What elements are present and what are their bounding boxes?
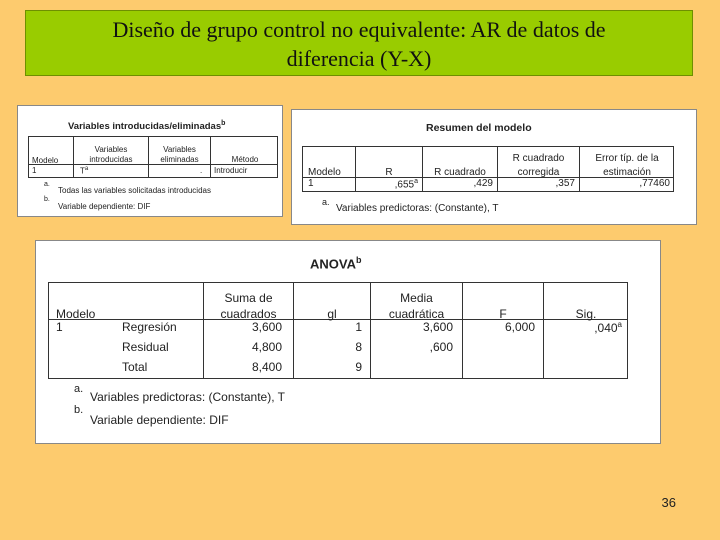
summary-header-err2: estimación — [603, 167, 651, 178]
summary-header-r2c1: R cuadrado — [512, 153, 565, 164]
summary-header-modelo: Modelo — [308, 167, 341, 178]
variables-title-text: Variables introducidas/eliminadas — [68, 121, 222, 133]
summary-row-r-value: ,655 — [394, 179, 415, 191]
variables-header-intro1: Variables — [94, 145, 128, 154]
anova-row-ms: 3,600 — [422, 320, 453, 334]
anova-header-f: F — [499, 307, 507, 321]
variables-note-a-text: Todas las variables solicitadas introducidas — [58, 186, 211, 195]
variables-note-a-mark: a. — [44, 181, 50, 188]
page-number: 36 — [661, 495, 676, 510]
variables-header-elim1: Variables — [163, 145, 196, 154]
variables-row-elim: . — [200, 166, 203, 175]
anova-row-ms: ,600 — [429, 340, 453, 354]
anova-row-ss: 3,600 — [251, 320, 282, 334]
anova-note-a-mark: a. — [74, 383, 84, 395]
variables-header-modelo: Modelo — [32, 156, 59, 165]
anova-row-gl: 8 — [355, 340, 362, 354]
anova-row-sig-value: ,040 — [594, 321, 618, 335]
anova-row-gl: 9 — [355, 360, 362, 374]
summary-panel — [291, 109, 697, 225]
slide-title-line2: diferencia (Y-X) — [286, 46, 432, 71]
variables-title — [68, 120, 225, 132]
anova-header-gl: gl — [327, 307, 337, 321]
variables-col-sep-2 — [148, 136, 149, 178]
anova-header-modelo: Modelo — [56, 307, 96, 321]
summary-header-r2: R cuadrado — [434, 167, 486, 178]
variables-col-sep-1 — [73, 136, 74, 178]
variables-row-modelo: 1 — [32, 166, 37, 175]
variables-note-b-mark: b. — [44, 196, 50, 203]
anova-title-text: ANOVA — [310, 256, 356, 272]
anova-header-ms2: cuadrática — [388, 307, 445, 321]
anova-note-b-mark: b. — [74, 404, 84, 416]
summary-header-r: R — [385, 167, 393, 178]
anova-model-number: 1 — [56, 320, 63, 334]
anova-row-ss: 8,400 — [251, 360, 282, 374]
summary-row-modelo: 1 — [308, 178, 314, 189]
summary-row-r2c: ,357 — [555, 178, 575, 189]
variables-header-line — [28, 164, 278, 165]
anova-panel — [35, 240, 661, 444]
anova-header-ss1: Suma de — [224, 291, 273, 305]
anova-header-ss2: cuadrados — [220, 307, 277, 321]
anova-note-a-text: Variables predictoras: (Constante), T — [90, 390, 285, 404]
summary-title: Resumen del modelo — [426, 122, 532, 134]
summary-row-r2: ,429 — [473, 178, 493, 189]
variables-row-intro-sup: a — [84, 166, 89, 172]
anova-header-ms1: Media — [400, 291, 433, 305]
anova-row-label: Residual — [122, 340, 169, 354]
anova-title-sup: b — [355, 255, 362, 265]
anova-row-sig-sup: a — [617, 320, 622, 329]
anova-row-ss: 4,800 — [251, 340, 282, 354]
anova-row-label: Total — [122, 360, 148, 374]
anova-row-sig — [544, 320, 622, 335]
summary-header-err1: Error típ. de la — [595, 153, 659, 164]
variables-col-sep-3 — [210, 136, 211, 178]
variables-row-method: Introducir — [214, 166, 248, 175]
summary-row-err: ,77460 — [639, 178, 670, 189]
variables-panel — [17, 105, 283, 217]
slide-title — [25, 10, 693, 76]
variables-title-sup: b — [221, 120, 226, 127]
summary-note-text: Variables predictoras: (Constante), T — [336, 203, 499, 214]
anova-note-b-text: Variable dependiente: DIF — [90, 413, 229, 427]
variables-header-intro2: introducidas — [89, 155, 133, 164]
variables-header-met1: Método — [231, 155, 259, 164]
anova-row-label: Regresión — [122, 320, 177, 334]
variables-note-b-text: Variable dependiente: DIF — [58, 202, 151, 211]
slide-title-line1: Diseño de grupo control no equivalente: AR de datos de — [112, 17, 606, 42]
variables-header-elim2: eliminadas — [160, 155, 199, 164]
anova-row-gl: 1 — [355, 320, 362, 334]
summary-row-r-sup: a — [414, 178, 418, 185]
variables-row-intro-text: T — [80, 166, 85, 176]
summary-row-r — [356, 178, 418, 190]
anova-header-sig: Sig. — [575, 307, 597, 321]
anova-row-f: 6,000 — [504, 320, 535, 334]
anova-title — [310, 255, 361, 271]
summary-note-mark: a. — [322, 197, 330, 207]
variables-row-intro — [80, 166, 88, 176]
summary-header-r2c2: corregida — [517, 167, 560, 178]
